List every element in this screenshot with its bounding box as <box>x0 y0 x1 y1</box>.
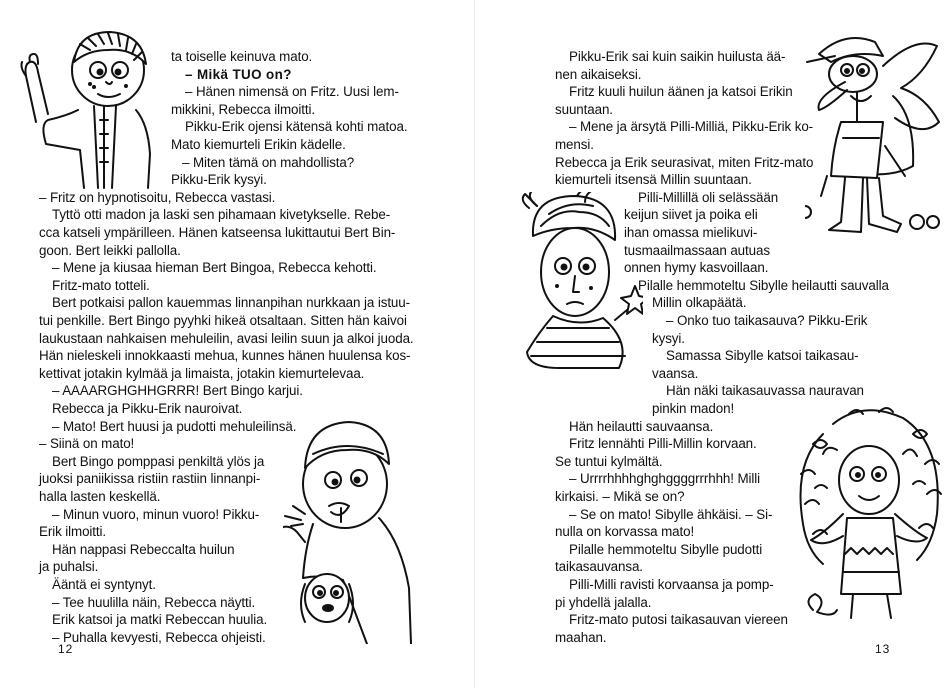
text-line: – Onko tuo taikasauva? Pikku-Erik <box>666 313 868 328</box>
text-line: – Se on mato! Sibylle ähkäisi. – Si- <box>569 506 773 522</box>
text-line: ja puhalsi. <box>39 559 99 575</box>
text-line: Millin olkapäätä. <box>652 295 747 311</box>
text-line: ihan omassa mielikuvi- <box>624 225 758 240</box>
text-line: kettivat jotakin kylmää ja limaista, jotakin kiemurtelevaa. <box>39 365 365 381</box>
text-line: Pilli-Milli ravisti korvaansa ja pomp- <box>569 577 774 592</box>
text-line: Fritz-mato putosi taikasauvan viereen <box>569 612 788 628</box>
text-line: – Miten tämä on mahdollista? <box>182 154 355 170</box>
text-line: mikkini, Rebecca ilmoitti. <box>171 101 315 117</box>
text-line: pinkin madon! <box>652 401 735 416</box>
text-line: mensi. <box>555 137 594 152</box>
text-line: – Tee huulilla näin, Rebecca näytti. <box>52 594 256 610</box>
text-line: Pilli-Millillä oli selässään <box>638 189 779 205</box>
page-number: 13 <box>875 642 891 656</box>
text-line: – Minun vuoro, minun vuoro! Pikku- <box>52 506 260 522</box>
text-line: Erik ilmoitti. <box>39 524 107 540</box>
text-line: Hän näki taikasauvassa nauravan <box>666 383 864 399</box>
text-line: Pikku-Erik kysyi. <box>171 172 267 188</box>
text-line: cca katseli ympärilleen. Hänen katseensa lukittautui Bert Bin- <box>39 225 396 240</box>
text-line: Pikku-Erik sai kuin saikin huilusta ää- <box>569 49 786 64</box>
text-line: Hän nappasi Rebeccalta huilun <box>52 541 235 557</box>
text-line: Fritz-mato totteli. <box>52 277 150 293</box>
text-line: Hän nieleskeli innokkaasti mehua, kunnes hänen huulensa kos- <box>39 348 411 364</box>
text-line: kirkaisi. – Mikä se on? <box>555 489 685 504</box>
text-line: kysyi. <box>652 330 685 346</box>
text-line: vaansa. <box>652 365 699 381</box>
text-line: keijun siivet ja poika eli <box>624 207 758 223</box>
right-page <box>475 0 950 688</box>
text-line: Bert potkaisi pallon kauemmas linnanpihan nurkkaan ja istuu- <box>52 295 410 311</box>
text-line: nen aikaiseksi. <box>555 66 642 82</box>
text-line: – Mene ja kiusaa hieman Bert Bingoa, Rebecca kehotti. <box>52 260 377 276</box>
text-line: Erik katsoi ja matki Rebeccan huulia. <box>52 612 268 628</box>
fairy-boy-drawing-icon <box>805 26 945 244</box>
text-line: – Puhalla kevyesti, Rebecca ohjeisti. <box>52 629 266 645</box>
text-line: juoksi paniikissa ristiin rastiin linnanpi- <box>39 471 261 487</box>
text-line: – AAAARGHGHHGRRR! Bert Bingo karjui. <box>52 383 303 399</box>
text-line: nulla on korvassa mato! <box>555 524 695 540</box>
page-number: 12 <box>58 642 74 656</box>
text-line: Se tuntui kylmältä. <box>555 453 663 469</box>
text-line: tusmaailmassaan autuas <box>624 242 770 258</box>
text-line: kiemurteli itsensä Millin suuntaan. <box>555 172 752 188</box>
boy-waving-drawing-icon <box>8 24 156 190</box>
text-line: Pikku-Erik ojensi kätensä kohti matoa. <box>185 119 408 135</box>
text-line: Hän heilautti sauvaansa. <box>569 418 714 434</box>
text-line: suuntaan. <box>555 101 613 117</box>
text-line: – Urrrrhhhhghghggggrrrhhh! Milli <box>569 471 761 487</box>
text-line: – Hänen nimensä on Fritz. Uusi lem- <box>185 84 399 100</box>
text-line: halla lasten keskellä. <box>39 489 161 504</box>
text-line: onnen hymy kasvoillaan. <box>624 260 769 276</box>
text-line: Rebecca ja Pikku-Erik nauroivat. <box>52 401 243 416</box>
text-line: Bert Bingo pomppasi penkiltä ylös ja <box>52 453 265 469</box>
text-line: Pilalle hemmoteltu Sibylle pudotti <box>569 541 763 557</box>
text-line: – Mikä TUO on? <box>185 66 292 82</box>
text-line: laukustaan nahkaisen mehuleilin, avasi leilin suun ja alkoi juoda. <box>39 330 414 346</box>
text-line: taikasauvansa. <box>555 559 643 575</box>
text-line: Fritz kuuli huilun äänen ja katsoi Erikin <box>569 84 793 100</box>
text-line: Rebecca ja Erik seurasivat, miten Fritz-mato <box>555 154 814 170</box>
text-line: Mato kiemurteli Erikin kädelle. <box>171 137 346 152</box>
text-line: – Mene ja ärsytä Pilli-Milliä, Pikku-Erik ko- <box>569 119 814 135</box>
text-line: Pilalle hemmoteltu Sibylle heilautti sauvalla <box>638 277 889 293</box>
text-line: – Mato! Bert huusi ja pudotti mehuleilinsä. <box>52 418 297 434</box>
text-line: maahan. <box>555 629 607 645</box>
curly-girl-drawing-icon <box>793 404 949 626</box>
text-line: pi yhdellä jalalla. <box>555 594 652 610</box>
text-line: ta toiselle keinuva mato. <box>171 49 313 64</box>
text-line: goon. Bert leikki pallolla. <box>39 242 181 258</box>
text-line: Ääntä ei syntynyt. <box>52 577 156 592</box>
text-line: – Fritz on hypnotisoitu, Rebecca vastasi. <box>39 189 276 205</box>
text-line: Samassa Sibylle katsoi taikasau- <box>666 348 859 364</box>
text-line: – Siinä on mato! <box>39 436 135 452</box>
boy-blowing-drawing-icon <box>283 408 419 644</box>
text-line: Tyttö otti madon ja laski sen pihamaan kivetykselle. Rebe- <box>52 207 391 223</box>
text-line: tui penkille. Bert Bingo pyyhki hikeä otsaltaan. Sitten hän kaivoi <box>39 313 407 328</box>
text-line: Fritz lennähti Pilli-Millin korvaan. <box>569 436 757 452</box>
